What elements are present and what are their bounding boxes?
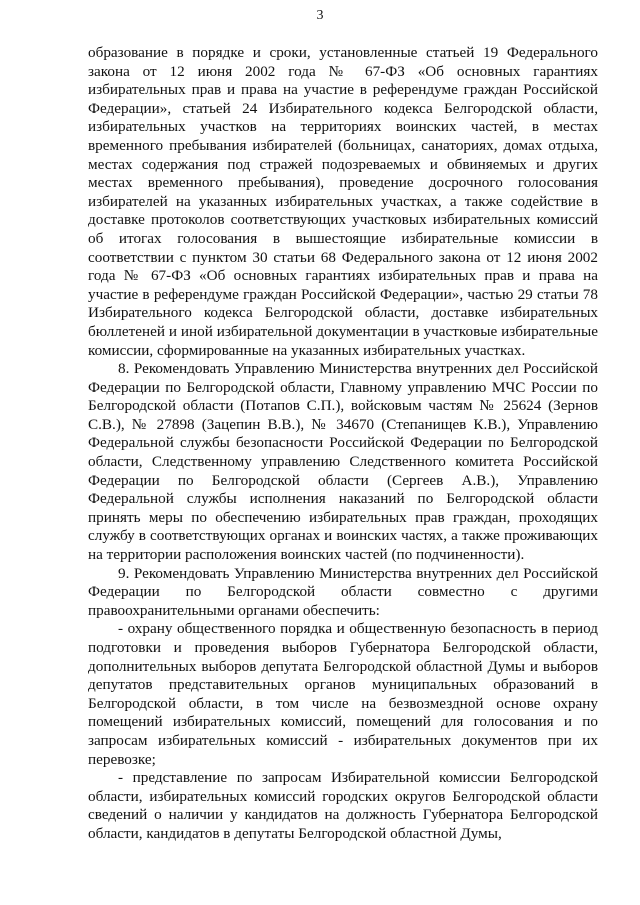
document-body [88, 44, 598, 844]
paragraph-bullet-public-order: - охрану общественного порядка и общественную безопасность в период подготовки и проведения выборов Губернатора Белгородской области, дополнительных выборов депутата Белгородской областной Думы и выборов депутатов представительных органов муниципальных образований в Белгородской области, в том числе на безвозмездной основе охрану помещений избирательных комиссий, помещений для голосования и по запросам избирательных комиссий - избирательных документов при их перевозке; [88, 620, 598, 768]
paragraph-item-8: 8. Рекомендовать Управлению Министерства внутренних дел Российской Федерации по Белгородской области, Главному управлению МЧС России по Белгородской области (Потапов С.П.), войсковым частям № 25624 (Зернов С.В.), № 27898 (Зацепин В.В.), № 34670 (Степанищев К.В.), Управлению Федеральной службы безопасности Российской Федерации по Белгородской области, Следственному управлению Следственного комитета Российской Федерации по Белгородской области (Сергеев А.В.), Управлению Федеральной службы исполнения наказаний по Белгородской области принять меры по обеспечению избирательных прав граждан, проходящих службу в соответствующих органах и воинских частях, а также проживающих на территории расположения воинских частей (по подчиненности). [88, 360, 598, 564]
paragraph-continuation: образование в порядке и сроки, установленные статьей 19 Федерального закона от 12 июня 2002 года № 67-ФЗ «Об основных гарантиях избирательных прав и права на участие в референдуме граждан Российской Федерации», статьей 24 Избирательного кодекса Белгородской области, избирательных участков на территориях воинских частей, в местах временного пребывания избирателей (больницах, санаториях, домах отдыха, местах содержания под стражей подозреваемых и обвиняемых и других местах временного пребывания), проведение досрочного голосования избирателей на указанных избирательных участках, а также содействие в доставке протоколов соответствующих участковых избирательных комиссий об итогах голосования в вышестоящие избирательные комиссии в соответствии с пунктом 30 статьи 68 Федерального закона от 12 июня 2002 года № 67-ФЗ «Об основных гарантиях избирательных прав и права на участие в референдуме граждан Российской Федерации», частью 29 статьи 78 Избирательного кодекса Белгородской области, доставке избирательных бюллетеней и иной избирательной документации в участковые избирательные комиссии, сформированные на указанных избирательных участках. [88, 44, 598, 359]
page-number: 3 [316, 8, 324, 23]
paragraph-bullet-information-request: - представление по запросам Избирательной комиссии Белгородской области, избирательных комиссий городских округов Белгородской области сведений о наличии у кандидатов на должность Губернатора Белгородской области, кандидатов в депутаты Белгородской областной Думы, [88, 769, 598, 842]
paragraph-item-9: 9. Рекомендовать Управлению Министерства внутренних дел Российской Федерации по Белгородской области совместно с другими правоохранительными органами обеспечить: [88, 564, 598, 619]
